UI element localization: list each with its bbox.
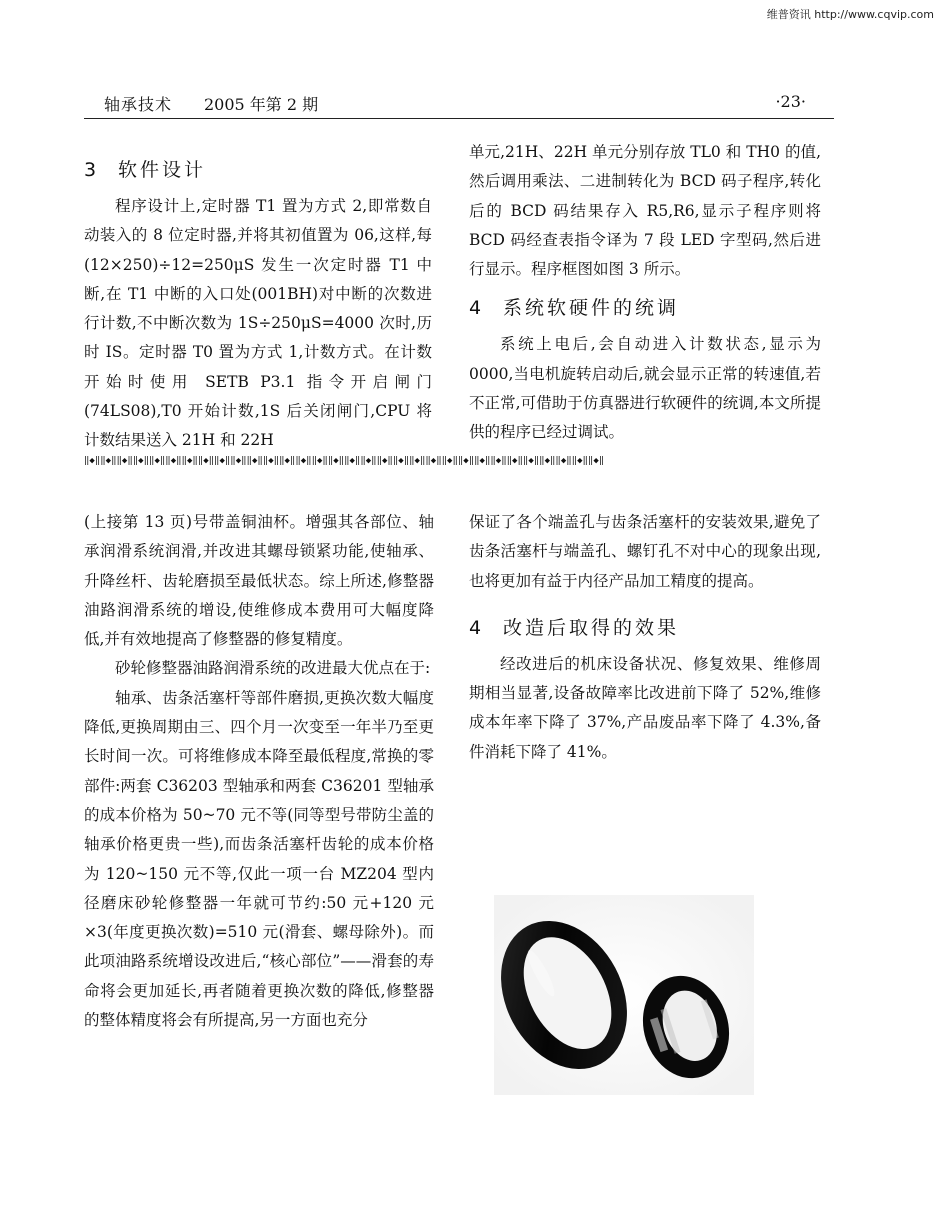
section-title: 改造后取得的效果 [503, 616, 680, 639]
section-number: 4 [469, 297, 482, 320]
paragraph: (上接第 13 页)号带盖铜油杯。增强其各部位、轴承润滑系统润滑,并改进其螺母锁紧功能,使轴承、升降丝杆、齿轮磨损至最低状态。综上所述,修整器油路润滑系统的增设,使维修成本费用可大幅度降低,并有效地提高了修整器的修复精度。 [84, 513, 434, 649]
paragraph: 系统上电后,会自动进入计数状态,显示为 0000,当电机旋转启动后,就会显示正常的转速值,若不正常,可借助于仿真器进行软硬件的统调,本文所提供的程序已经过调试。 [469, 335, 821, 442]
paragraph: 单元,21H、22H 单元分别存放 TL0 和 TH0 的值,然后调用乘法、二进制转化为 BCD 码子程序,转化后的 BCD 码结果存入 R5,R6,显示子程序则将 BCD 码经查表指令译为 7 段 LED 字型码,然后进行显示。程序框图如图 3 所示。 [469, 143, 821, 279]
page-number: ·23· [775, 92, 806, 111]
journal-name: 轴承技术 [104, 95, 173, 114]
paragraph: 砂轮修整器油路润滑系统的改进最大优点在于: [115, 659, 431, 678]
section-number: 4 [469, 616, 482, 639]
paragraph: 经改进后的机床设备状况、修复效果、维修周期相当显著,设备故障率比改进前下降了 52%,维修成本年率下降了 37%,产品废品率下降了 4.3%,备件消耗下降了 41%。 [469, 654, 821, 761]
ornamental-divider: ‖◆‖‖◆‖‖◆‖‖◆‖‖◆‖‖◆‖‖◆‖‖◆‖‖◆‖‖◆‖‖◆‖‖◆‖‖◆‖‖◆‖‖◆‖‖◆‖‖◆‖‖◆‖‖◆‖‖◆‖‖◆‖‖◆‖‖◆‖‖◆‖‖◆‖‖◆‖‖◆‖‖◆‖‖◆‖‖◆‖‖◆‖‖◆‖ [84, 456, 605, 466]
section-title: 系统软硬件的统调 [503, 297, 680, 320]
top-right-column [469, 138, 821, 448]
bottom-left-column [84, 508, 434, 1035]
section-4-heading [469, 286, 821, 330]
paragraph: 保证了各个端盖孔与齿条活塞杆的安装效果,避免了齿条活塞杆与端盖孔、螺钉孔不对中心的现象出现,也将更加有益于内径产品加工精度的提高。 [469, 513, 821, 590]
watermark-text: 维普资讯 http://www.cqvip.com [766, 8, 934, 21]
bearing-rings-photo [494, 895, 754, 1095]
paragraph: 程序设计上,定时器 T1 置为方式 2,即常数自动装入的 8 位定时器,并将其初值置为 06,这样,每(12×250)÷12=250μS 发生一次定时器 T1 中断,在 T1 中断的入口处(001BH)对中断的次数进行计数,不中断次数为 1S÷250μS=4000 次时,历时 IS。定时器 T0 置为方式 1,计数方式。在计数开始时使用 SETB P3.1 指令开启闸门(74LS08),T0 开始计数,1S 后关闭闸门,CPU 将计数结果送入 21H 和 22H [84, 197, 432, 450]
page-header [84, 92, 834, 119]
bottom-right-column [469, 508, 821, 767]
section-number: 3 [84, 159, 97, 181]
section-title: 软件设计 [118, 159, 207, 181]
issue-label: 2005 年第 2 期 [204, 95, 319, 114]
section-4-heading [469, 606, 821, 650]
section-3-heading [84, 148, 432, 192]
top-left-column [84, 148, 432, 456]
paragraph: 轴承、齿条活塞杆等部件磨损,更换次数大幅度降低,更换周期由三、四个月一次变至一年半乃至更长时间一次。可将维修成本降至最低程度,常换的零部件:两套 C36203 型轴承和两套 C36201 型轴承的成本价格为 50~70 元不等(同等型号带防尘盖的轴承价格更贵一些),而齿条活塞杆齿轮的成本价格为 120~150 元不等,仅此一项一台 MZ204 型内径磨床砂轮修整器一年就可节约:50 元+120 元×3(年度更换次数)=510 元(滑套、螺母除外)。而此项油路系统增设改进后,“核心部位”——滑套的寿命将会更加延长,再者随着更换次数的降低,修整器的整体精度将会有所提高,另一方面也充分 [84, 688, 434, 1030]
